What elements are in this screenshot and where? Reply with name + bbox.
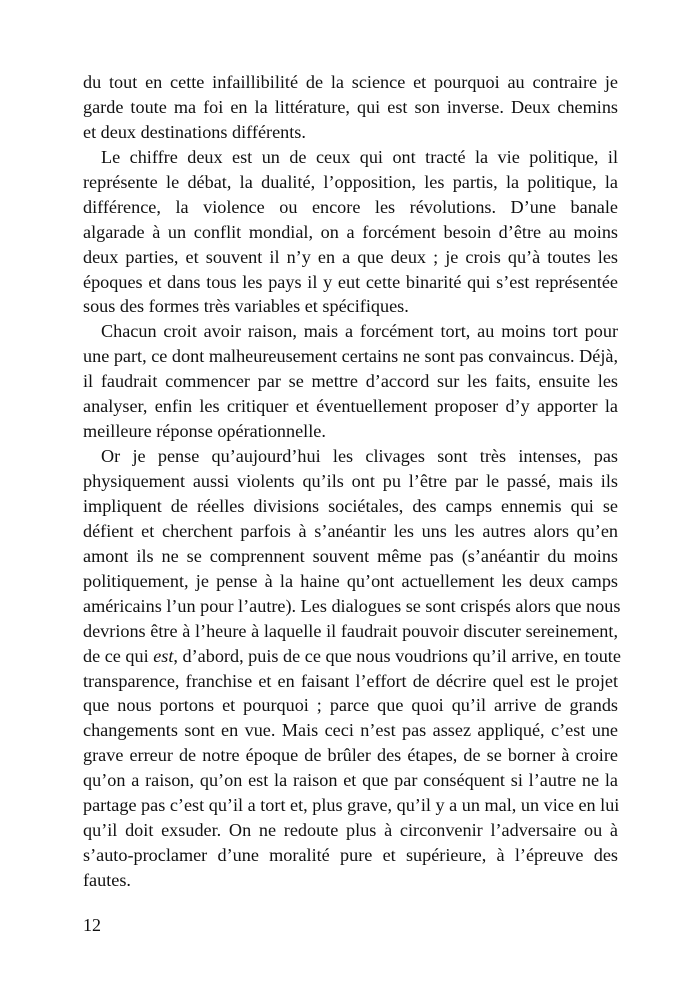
italic-text: est (153, 645, 174, 666)
text-segment: de ce qui (83, 645, 154, 666)
text-line: il faudrait commencer par se mettre d’accord sur les faits, ensuite les (83, 371, 618, 392)
page-number: 12 (83, 915, 101, 935)
text-line: devrions être à l’heure à laquelle il faudrait pouvoir discuter sereinement, (83, 620, 618, 641)
text-line: deux parties, et souvent il n’y en a que deux ; je crois qu’à toutes les (83, 246, 618, 267)
text-segment: , d’abord, puis de ce que nous voudrions qu’il arrive, en toute (173, 645, 621, 666)
text-line: politiquement, je pense à la haine qu’ont actuellement les deux camps (83, 570, 618, 591)
text-line: époques et dans tous les pays il y eut cette binarité qui s’est représentée (83, 271, 618, 292)
text-line: s’auto-proclamer d’une moralité pure et supérieure, à l’épreuve des (83, 845, 618, 866)
paragraph (83, 70, 618, 145)
text-line: qu’il doit exsuder. On ne redoute plus à circonvenir l’adversaire ou à (83, 820, 618, 841)
text-line: et deux destinations différents. (83, 121, 306, 142)
text-line: sous des formes très variables et spécifiques. (83, 296, 409, 317)
text-line: qu’on a raison, qu’on est la raison et que par conséquent si l’autre ne la (83, 770, 618, 791)
text-line: meilleure réponse opérationnelle. (83, 421, 326, 442)
text-line: défient et cherchent parfois à s’anéantir les uns les autres alors qu’en (83, 520, 618, 541)
text-line: Chacun croit avoir raison, mais a forcément tort, au moins tort pour (101, 321, 618, 342)
text-line: analyser, enfin les critiquer et éventuellement proposer d’y apporter la (83, 396, 618, 417)
text-line: Le chiffre deux est un de ceux qui ont tracté la vie politique, il (101, 146, 618, 167)
text-line: grave erreur de notre époque de brûler des étapes, de se borner à croire (83, 745, 618, 766)
paragraph (83, 319, 618, 444)
text-line: transparence, franchise et en faisant l’effort de décrire quel est le projet (83, 670, 618, 691)
text-line: garde toute ma foi en la littérature, qui est son inverse. Deux chemins (83, 96, 618, 117)
text-line: américains l’un pour l’autre). Les dialogues se sont crispés alors que nous (83, 595, 621, 616)
paragraph (83, 145, 618, 320)
text-line: différence, la violence ou encore les révolutions. D’une banale (83, 196, 618, 217)
paragraph (83, 444, 621, 893)
text-line: partage pas c’est qu’il a tort et, plus grave, qu’il y a un mal, un vice en lui (83, 795, 620, 816)
text-line: représente le débat, la dualité, l’opposition, les partis, la politique, la (83, 171, 618, 192)
text-line: du tout en cette infaillibilité de la science et pourquoi au contraire je (83, 72, 618, 92)
text-line: que nous portons et pourquoi ; parce que quoi qu’il arrive de grands (83, 695, 618, 716)
text-line: une part, ce dont malheureusement certains ne sont pas convaincus. Déjà, (83, 346, 618, 367)
text-line: impliquent de réelles divisions sociétales, des camps ennemis qui se (83, 495, 618, 516)
page-body-text (83, 70, 621, 893)
text-line (83, 644, 621, 669)
text-line: algarade à un conflit mondial, on a forcément besoin d’être au moins (83, 221, 618, 242)
text-line: changements sont en vue. Mais ceci n’est pas assez appliqué, c’est une (83, 720, 618, 741)
text-line: physiquement aussi violents qu’ils ont pu l’être par le passé, mais ils (83, 471, 618, 491)
text-line: amont ils ne se comprennent souvent même pas (s’anéantir du moins (83, 545, 618, 566)
text-line: fautes. (83, 870, 131, 890)
text-line: Or je pense qu’aujourd’hui les clivages sont très intenses, pas (101, 446, 618, 467)
